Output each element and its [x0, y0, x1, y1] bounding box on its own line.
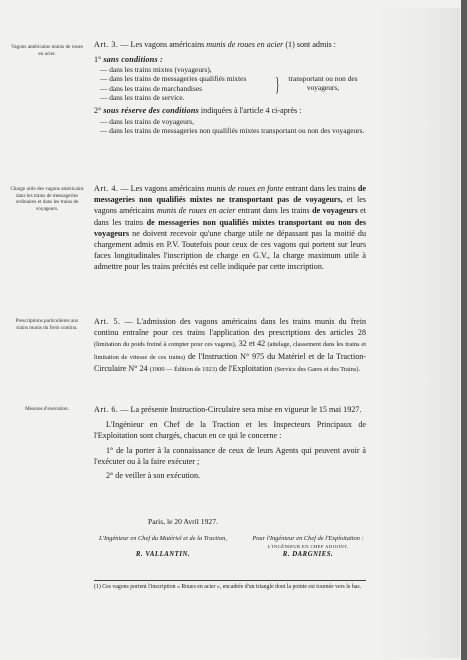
article-4-text — [94, 183, 366, 273]
article-4 — [94, 183, 366, 273]
article-6-para-2: L'Ingénieur en Chef de la Traction et les Inspecteurs Principaux de l'Exploitation sont chargés, chacun en ce qui le concerne : — [94, 420, 366, 441]
article-4-text-b-end: entrant dans les trains — [235, 206, 313, 216]
article-3-section-2 — [94, 106, 366, 136]
signature-right-title: Pour l'Ingénieur en Chef de l'Exploitation : — [252, 535, 364, 542]
section-2-end: indiquées à l'article 4 ci-après : — [198, 106, 302, 115]
list-item: — dans les trains mixtes (voyageurs), — [100, 65, 212, 75]
article-4-italic-b: munis de roues en acier — [156, 206, 236, 216]
article-5-text-c: de l'Instruction N° 975 du Matériel et de la Traction-Circulaire N° 24 — [94, 351, 366, 373]
article-3-intro — [94, 40, 366, 51]
section-1-label: sans conditions : — [103, 54, 163, 64]
article-6-text-a: — La présente Instruction-Circulaire sera mise en vigueur le 15 mai 1927. — [118, 405, 362, 414]
section-2-number: 2° — [94, 106, 102, 115]
article-5-text-d: de l'Exploitation — [217, 363, 275, 373]
margin-note-charge-utile: Charge utile des vagons américains dans les trains de messageries ordinaires et dans les trains de voyageurs. — [10, 186, 84, 212]
article-3 — [94, 40, 366, 136]
list-item: — dans les trains de marchandises — [100, 83, 203, 93]
article-4-heading: Art. 4. — [94, 184, 119, 193]
article-5-small-a: (limitation du poids freiné à compter pour ces vagons), — [94, 341, 237, 349]
article-5-text-b: 32 et 42 — [236, 339, 268, 349]
article-6-item-2: 2° de veiller à son exécution. — [106, 471, 201, 481]
signature-right — [238, 535, 378, 559]
article-4-bold-1: de messageries non qualifiés mixtes ne transportant pas de voyageurs, — [94, 184, 366, 205]
article-5-heading: Art. 5. — [94, 317, 121, 326]
footnote: (1) Ces vagons portent l'inscription « Roues en acier », encadrée d'un triangle dont la pointe est tournée vers le bas. — [94, 584, 362, 590]
article-4-bold-3: de messageries non qualifiés mixtes transportant ou non des voyageurs — [94, 217, 366, 238]
article-5-text-a: — L'admission des vagons américains dans les trains munis du frein continu entraîne pour ces trains l'application des prescriptions des articles 28 — [94, 317, 367, 338]
article-4-text-a-end: entrant dans les trains — [283, 184, 358, 193]
article-3-intro-text: — Les vagons américains — [118, 40, 207, 49]
signature-left-title: L'Ingénieur en Chef du Matériel et de la Traction, — [99, 535, 227, 542]
margin-note-frein-continu: Prescriptions particulières aux trains munis du frein continu. — [15, 318, 79, 331]
article-3-section-1 — [94, 55, 366, 102]
list-item: — dans les trains de voyageurs, — [100, 116, 195, 126]
article-4-text-d: ne doivent recevoir qu'une charge utile ne dépassant pas la moitié du chargement admis en P.V. Toutefois pour ceux de ces vagons qui portent sur leurs faces longitudinales l'inscription de charge en G.V., la charge maximum utile à admettre pour les trains précités est celle indiquée par cette inscription. — [94, 228, 366, 272]
signature-left-name: R. VALLANTIN. — [135, 551, 191, 558]
section-1-number: 1° — [94, 54, 102, 64]
section-1-heading — [94, 55, 366, 66]
article-5-small-d: (Service des Gares et des Trains). — [274, 365, 361, 373]
brace-symbol: } — [275, 74, 280, 97]
article-3-intro-end: (1) sont admis : — [283, 40, 336, 49]
document-date: Paris, le 20 Avril 1927. — [148, 517, 218, 526]
article-6-intro — [94, 404, 366, 415]
section-2-label: sous réserve des conditions — [103, 106, 199, 115]
article-3-heading: Art. 3. — [94, 40, 119, 49]
section-1-list — [94, 65, 366, 102]
article-6-item-1: 1° de la porter à la connaissance de ceux de leurs Agents qui peuvent avoir à l'exécuter ou à la faire exécuter ; — [94, 445, 366, 466]
article-5-small-c: (1900 — Édition de 1923) — [149, 365, 218, 373]
signature-right-name: R. DARGNIES. — [282, 551, 334, 558]
article-4-bold-2: de voyageurs — [312, 206, 358, 216]
margin-note-roues-acier: Vagons américains munis de roues en acier. — [11, 44, 83, 57]
article-4-text-b: et les vagons américains — [94, 195, 366, 216]
signature-left — [88, 535, 238, 559]
list-item: — dans les trains de service. — [100, 92, 185, 102]
list-item: — dans les trains de messageries qualifiés mixtes — [100, 74, 247, 84]
article-4-text-c: et dans les trains — [94, 206, 367, 227]
article-3-intro-italic: munis de roues en acier — [206, 40, 284, 49]
list-item: — dans les trains de messageries non qualifiés mixtes transportant ou non des voyageurs. — [100, 126, 365, 136]
section-1-side-note: transportant ou non des voyageurs, — [288, 74, 358, 92]
article-4-italic-a: munis de roues en fonte — [206, 184, 284, 193]
margin-note-mesures: Mesures d'exécution. — [25, 406, 69, 412]
signature-right-subtitle: L'INGÉNIEUR EN CHEF ADJOINT, — [267, 544, 349, 549]
article-6 — [94, 404, 366, 481]
footnote-divider — [94, 580, 366, 581]
section-2-heading — [94, 106, 366, 117]
article-4-text-a: — Les vagons américains — [118, 184, 207, 193]
page-edge-shadow — [372, 8, 460, 658]
article-5 — [94, 316, 366, 375]
article-6-heading: Art. 6. — [94, 405, 119, 414]
article-5-small-b: (attelage, classement dans les trains et limitation de vitesse de ces trains) — [94, 341, 366, 361]
article-5-text — [94, 316, 366, 375]
section-2-list — [94, 117, 366, 136]
